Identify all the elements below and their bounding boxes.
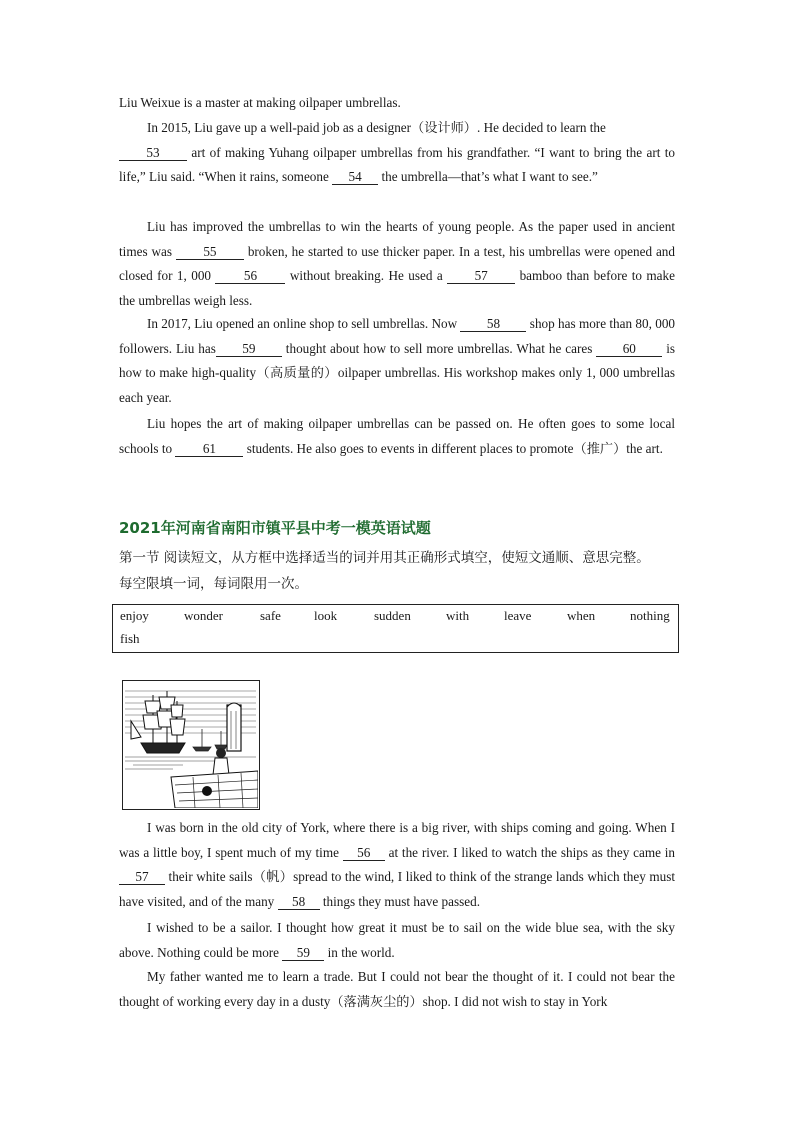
text: In 2017, Liu opened an online shop to sell umbrellas. Now xyxy=(147,316,461,331)
text: shop has more than 80, 000 followers. Liu has xyxy=(119,316,676,356)
paragraph xyxy=(119,215,675,313)
text: their white sails（帆）spread to the wind, I liked to think of the strange lands which they must have visited, and of the many xyxy=(119,869,675,909)
text: in the world. xyxy=(324,944,395,960)
text: things they must have passed. xyxy=(319,893,481,909)
text: I was born in the old city of York, where there is a big river, with ships coming and going. When I was a little boy, I spent much of my time xyxy=(119,820,675,860)
blank-56[interactable]: 56 xyxy=(215,268,285,284)
blank-55[interactable]: 55 xyxy=(176,244,244,260)
word-bank-item: safe xyxy=(260,608,281,623)
word-bank-item: when xyxy=(567,608,596,623)
blank-56[interactable]: 56 xyxy=(343,845,385,861)
text: bamboo than before to make the umbrellas weigh less. xyxy=(119,268,675,308)
blank-54[interactable]: 54 xyxy=(332,169,378,185)
paragraph xyxy=(119,312,675,410)
blank-58[interactable]: 58 xyxy=(278,894,320,910)
paragraph: Liu Weixue is a master at making oilpaper umbrellas. xyxy=(119,95,401,110)
blank-59[interactable]: 59 xyxy=(282,945,324,961)
paragraph xyxy=(119,916,675,965)
paragraph: My father wanted me to learn a trade. But I could not bear the thought of it. I could not bear the thought of working every day in a dusty（落满灰尘的）shop. I did not wish to stay in York xyxy=(119,969,675,1009)
text: at the river. I liked to watch the ships as they came in xyxy=(384,844,676,860)
word-bank-item: nothing xyxy=(630,608,670,623)
word-bank-item: sudden xyxy=(374,608,411,623)
text: I wished to be a sailor. I thought how great it must be to sail on the wide blue sea, with the sky above. Nothing could be more xyxy=(119,920,675,960)
instruction-line: 第一节 阅读短文，从方框中选择适当的词并用其正确形式填空，使短文通顺、意思完整。 xyxy=(119,550,650,566)
paragraph xyxy=(119,816,675,914)
text: art of making Yuhang oilpaper umbrellas from his grandfather. “I want to bring the art to life,” Liu said. “When it rains, someone xyxy=(119,144,675,185)
section-title: 2021年河南省南阳市镇平县中考一模英语试题 xyxy=(119,519,431,537)
word-bank-item: wonder xyxy=(184,608,223,623)
text: In 2015, Liu gave up a well-paid job as a designer（设计师）. He decided to learn the xyxy=(147,120,606,135)
word-bank-item: leave xyxy=(504,608,532,623)
text: Liu hopes the art of making oilpaper umbrellas can be passed on. He often goes to some local schools to xyxy=(119,416,675,456)
instruction-line: 每空限填一词，每词限用一次。 xyxy=(119,576,308,592)
word-bank-item: enjoy xyxy=(120,608,149,623)
paragraph xyxy=(119,116,675,190)
text: without breaking. He used a xyxy=(285,268,448,284)
text: broken, he started to use thicker paper. In a test, his umbrellas were opened and closed for 1, 000 xyxy=(119,243,675,284)
blank-60[interactable]: 60 xyxy=(596,341,662,357)
text: the umbrella—that’s what I want to see.” xyxy=(378,169,598,185)
word-bank-item: with xyxy=(446,608,470,623)
blank-57[interactable]: 57 xyxy=(119,869,165,885)
text: Liu has improved the umbrellas to win the hearts of young people. As the paper used in ancient times was xyxy=(119,219,675,259)
text: is how to make high-quality（高质量的）oilpaper umbrellas. His workshop makes only 1, 000 umbrellas each year. xyxy=(119,340,676,405)
blank-53[interactable]: 53 xyxy=(119,145,187,161)
blank-61[interactable]: 61 xyxy=(175,441,243,457)
harbor-ships-boy-icon xyxy=(122,680,260,810)
word-bank-item: fish xyxy=(120,631,140,646)
blank-58[interactable]: 58 xyxy=(460,316,526,332)
paragraph xyxy=(119,412,675,461)
text: thought about how to sell more umbrellas. What he cares xyxy=(281,340,597,356)
word-bank-box xyxy=(112,604,679,653)
blank-57[interactable]: 57 xyxy=(447,268,515,284)
word-bank-item: look xyxy=(314,608,338,623)
text: students. He also goes to events in different places to promote（推广）the art. xyxy=(243,440,663,456)
blank-59[interactable]: 59 xyxy=(216,341,282,357)
